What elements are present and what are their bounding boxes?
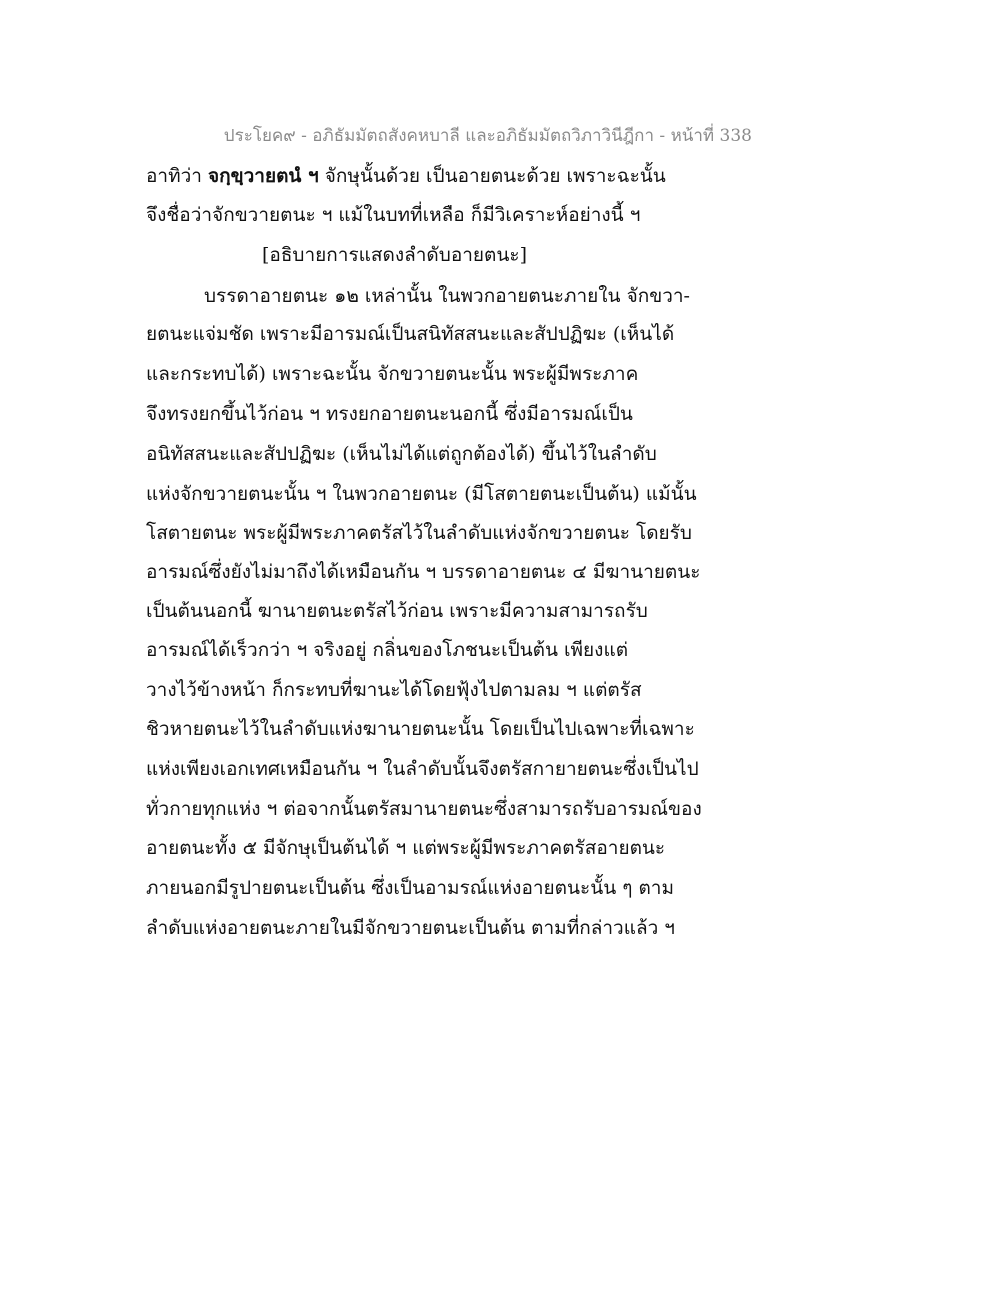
body-line-9: โสตายตนะ พระผู้มีพระภาคตรัสไว้ในลำดับแห่งจักขวายตนะ โดยรับ <box>146 522 692 544</box>
body-line-2: จึงชื่อว่าจักขวายตนะ ฯ แม้ในบทที่เหลือ ก็มีวิเคราะห์อย่างนี้ ฯ <box>146 204 641 226</box>
body-line-15: แห่งเพียงเอกเทศเหมือนกัน ฯ ในลำดับนั้นจึงตรัสกายายตนะซึ่งเป็นไป <box>146 758 699 780</box>
body-line-7: อนิทัสสนะและสัปปฏิฆะ (เห็นไม่ได้แต่ถูกต้องได้) ขึ้นไว้ในลำดับ <box>146 443 657 465</box>
body-line-14: ชิวหายตนะไว้ในลำดับแห่งฆานายตนะนั้น โดยเป็นไปเฉพาะที่เฉพาะ <box>146 718 695 740</box>
body-line-8: แห่งจักขวายตนะนั้น ฯ ในพวกอายตนะ (มีโสตายตนะเป็นต้น) แม้นั้น <box>146 483 697 505</box>
body-line-5: และกระทบได้) เพราะฉะนั้น จักขวายตนะนั้น พระผู้มีพระภาค <box>146 363 639 385</box>
body-line-11: เป็นต้นนอกนี้ ฆานายตนะตรัสไว้ก่อน เพราะมีความสามารถรับ <box>146 600 648 622</box>
body-line-1 <box>146 162 666 190</box>
body-line-10: อารมณ์ซึ่งยังไม่มาถึงได้เหมือนกัน ฯ บรรดาอายตนะ ๔ มีฆานายตนะ <box>146 561 701 583</box>
line1-text-cont: จักษุนั้นด้วย เป็นอายตนะด้วย เพราะฉะนั้น <box>318 165 666 187</box>
body-line-6: จึงทรงยกขึ้นไว้ก่อน ฯ ทรงยกอายตนะนอกนี้ ซึ่งมีอารมณ์เป็น <box>146 403 633 425</box>
body-line-18: ภายนอกมีรูปายตนะเป็นต้น ซึ่งเป็นอามรณ์แห่งอายตนะนั้น ๆ ตาม <box>146 877 675 899</box>
body-line-17: อายตนะทั้ง ๕ มีจักษุเป็นต้นได้ ฯ แต่พระผู้มีพระภาคตรัสอายตนะ <box>146 837 666 859</box>
body-line-19: ลำดับแห่งอายตนะภายในมีจักขวายตนะเป็นต้น ตามที่กล่าวแล้ว ฯ <box>146 917 675 939</box>
page-header: ประโยค๙ - อภิธัมมัตถสังคหบาลี และอภิธัมมัตถวิภาวินีฎีกา - หน้าที่ 338 <box>223 126 752 146</box>
body-line-16: ทั่วกายทุกแห่ง ฯ ต่อจากนั้นตรัสมานายตนะซึ่งสามารถรับอารมณ์ของ <box>146 798 702 820</box>
pali-term-bold: จกฺขฺวายตนํ ฯ <box>207 165 319 187</box>
body-line-3: บรรดาอายตนะ ๑๒ เหล่านั้น ในพวกอายตนะภายใน จักขวา- <box>204 285 690 307</box>
line1-text: อาทิว่า <box>146 165 208 187</box>
section-heading: [อธิบายการแสดงลำดับอายตนะ] <box>262 244 527 266</box>
body-line-13: วางไว้ข้างหน้า ก็กระทบที่ฆานะได้โดยฟุ้งไปตามลม ฯ แต่ตรัส <box>146 679 642 701</box>
body-line-12: อารมณ์ได้เร็วกว่า ฯ จริงอยู่ กลิ่นของโภชนะเป็นต้น เพียงแต่ <box>146 639 629 661</box>
body-line-4: ยตนะแจ่มชัด เพราะมีอารมณ์เป็นสนิทัสสนะและสัปปฏิฆะ (เห็นได้ <box>146 323 675 345</box>
